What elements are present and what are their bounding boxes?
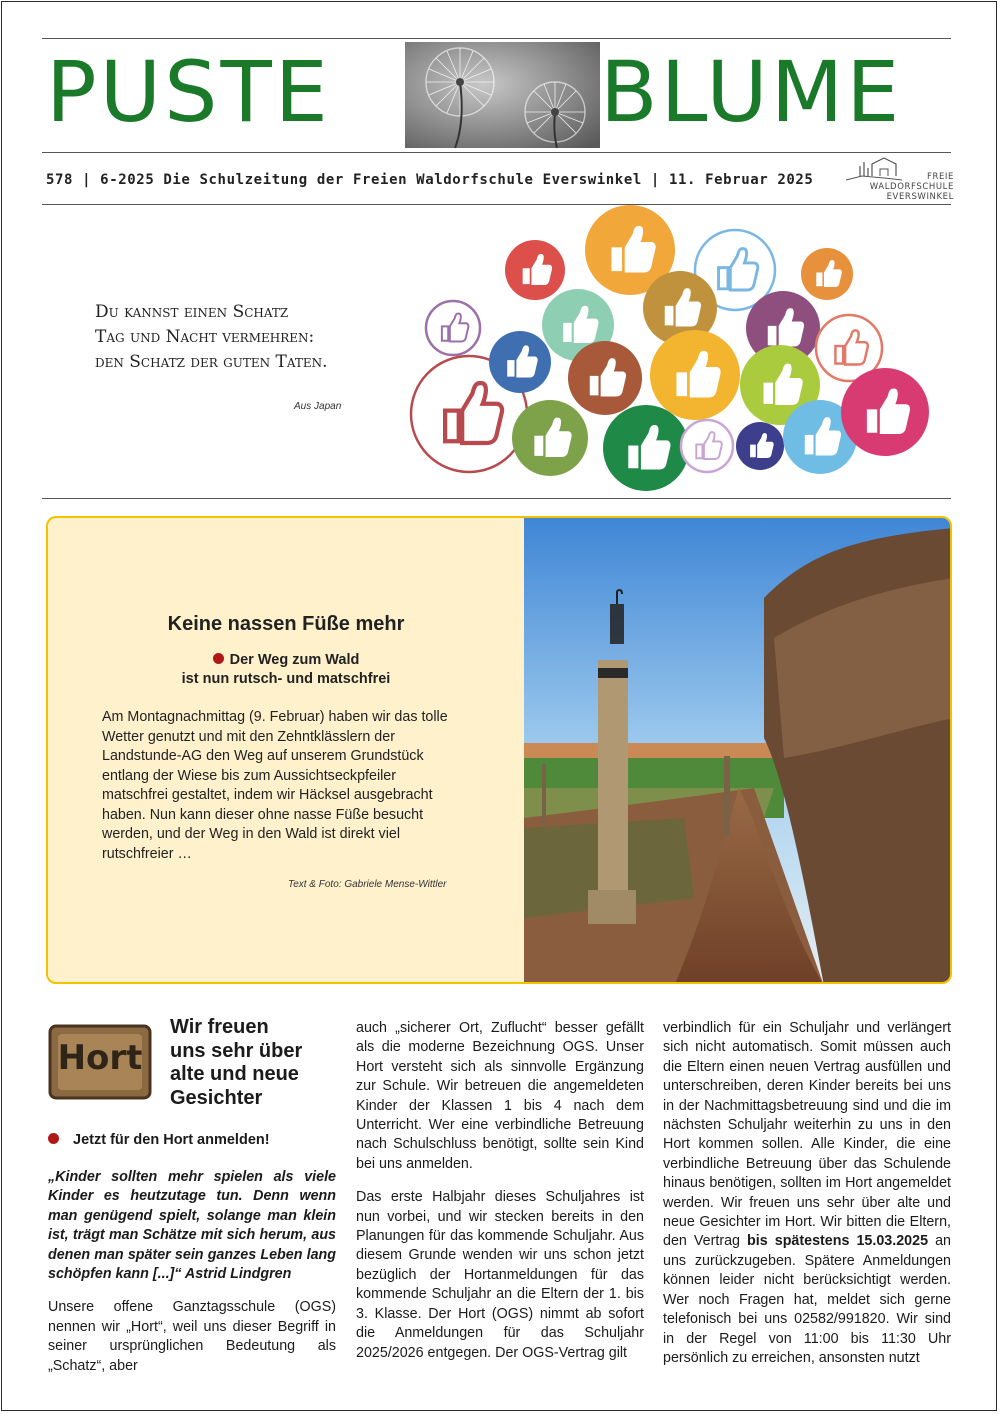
bullet-dot xyxy=(213,653,224,664)
quote-line-2: Tag und Nacht vermehren: xyxy=(95,327,315,347)
thumbs-up-bubbles xyxy=(405,200,945,495)
hort-kicker xyxy=(48,1132,270,1148)
school-logo xyxy=(842,156,954,202)
column-2-paragraph-1: auch „sicherer Ort, Zuflucht“ besser gefällt als die moderne Bezeichnung OGS. Unser Hort versteht sich als sinnvolle Ergänzung zur Schule. Wir betreuen die angemeldeten Kinder der Klassen 1 bis 4 nach dem Unterricht. Wer eine verbindliche Betreuung nach Schulschluss benötigt, sollte sein Kind bei uns anmelden. xyxy=(356,1020,644,1172)
quote-source: Aus Japan xyxy=(294,401,342,412)
thumbs-up-icon xyxy=(426,301,480,355)
feature-subtitle-line-2: ist nun rutsch- und matschfrei xyxy=(181,671,391,687)
logo-line-1: FREIE xyxy=(926,172,954,182)
deadline-date: bis spätestens 15.03.2025 xyxy=(747,1233,929,1250)
column-2-paragraph-2: Das erste Halbjahr dieses Schuljahres ist nun vorbei, und wir stecken bereits in den Planungen für das kommende Schuljahr. Aus diesem Grunde wenden wir uns schon jetzt bezüglich der Hortanmeldungen für das kommende Schuljahr an die Eltern der 1. bis 3. Klasse. Der Hort (OGS) nimmt ab sofort die Anmeldungen für das Schuljahr 2025/2026 entgegen. Der OGS-Vertrag gilt xyxy=(356,1189,644,1361)
quote-rule xyxy=(42,498,951,499)
thumbs-up-icon xyxy=(568,341,642,415)
feature-title: Keine nassen Füße mehr xyxy=(167,613,405,635)
path-photo xyxy=(524,518,952,984)
column-3-text-a: verbindlich für ein Schuljahr und verlängert sich nicht automatisch. Somit müssen auch die Eltern einen neuen Vertrag ausfüllen und unterschreiben, deren Kinder bereits bei uns in der Nachmittagsbetreuung sind und die im nächsten Schuljahr weiterhin zu uns in den Hort kommen sollen. Alle Kinder, die eine verbindliche Betreuung über das Schulende hinaus benötigen, sollten im Hort angemeldet werden. Wir freuen uns sehr über alte und neue Gesichter im Hort. Wir bitten die Eltern, den Vertrag xyxy=(663,1020,951,1250)
hort-sign xyxy=(48,1024,152,1100)
thumbs-up-icon xyxy=(841,368,929,456)
bullet-dot xyxy=(48,1133,59,1144)
feature-body: Am Montagnachmittag (9. Februar) haben wir das tolle Wetter genutzt und mit den Zehntklässlern der Landstunde-AG den Weg auf unserem Grundstück entlang der Wiese bis zum Aussichtseckpfeiler matschfrei gestaltet, indem wir Häcksel ausgebracht haben. Nun kann dieser ohne nasse Füße besucht werden, und der Weg in den Wald ist direkt viel rutschfreier … xyxy=(102,709,448,862)
masthead-word-left: PUSTE xyxy=(46,43,331,141)
column-3 xyxy=(663,1019,951,1382)
feature-subtitle xyxy=(48,651,524,689)
school-logo-icon xyxy=(844,156,904,182)
hort-headline-line-3: alte und neue xyxy=(170,1063,299,1085)
hort-headline xyxy=(170,1016,302,1110)
hort-kicker-text: Jetzt für den Hort anmelden! xyxy=(73,1132,270,1148)
thumbs-up-icon xyxy=(512,400,588,476)
thumbs-up-icon xyxy=(650,330,740,420)
hort-headline-line-4: Gesichter xyxy=(170,1086,263,1109)
quote-line-1: Du kannst einen Schatz xyxy=(95,302,289,322)
logo-line-3: EVERSWINKEL xyxy=(886,192,954,202)
thumbs-up-icon xyxy=(505,240,565,300)
issue-line: 578 | 6-2025 Die Schulzeitung der Freien Waldorfschule Everswinkel | 11. Februar 2025 xyxy=(46,172,814,188)
thumbs-up-icon xyxy=(489,331,551,393)
quote-line-3: den Schatz der guten Taten. xyxy=(95,352,328,372)
lindgren-quote: „Kinder sollten mehr spielen als viele Kinder es heutzutage tun. Denn wenn man genügend spielt, solange man klein ist, trägt man Schätze mit sich herum, aus denen man später sein ganzes Leben lang schöpfen kann [...]“ Astrid Lindgren xyxy=(48,1169,336,1283)
dandelion-photo xyxy=(405,42,600,148)
hort-headline-line-2: uns sehr über xyxy=(170,1039,303,1062)
column-1-text: Unsere offene Ganztagsschule (OGS) nennen wir „Hort“, weil uns dieser Begriff in seiner ursprünglichen Bedeutung als „Schatz“, aber xyxy=(48,1299,336,1374)
top-rule xyxy=(42,38,951,39)
japanese-quote xyxy=(95,300,328,375)
column-2 xyxy=(356,1019,644,1377)
thumbs-up-icon xyxy=(681,420,733,472)
masthead-rule xyxy=(42,152,951,153)
feature-box xyxy=(46,516,952,984)
logo-line-2: WALDORFSCHULE xyxy=(869,182,954,192)
column-1 xyxy=(48,1168,336,1390)
thumbs-up-icon xyxy=(736,422,784,470)
hort-sign-text: Hort xyxy=(57,1038,143,1078)
column-3-text-b: an uns zurückzugeben. Spätere Anmeldungen können leider nicht berücksichtigt werden. Wer noch Fragen hat, meldet sich gerne telefonisch bei uns 02582/991820. Wir sind in der Regel von 11:00 bis 11:30 Uhr persönlich zu erreichen, ansonsten nutzt xyxy=(663,1233,951,1366)
masthead-word-right: BLUME xyxy=(600,43,903,141)
thumbs-up-icon xyxy=(603,405,689,491)
thumbs-up-icon xyxy=(801,248,853,300)
hort-headline-line-1: Wir freuen xyxy=(170,1016,269,1038)
feature-subtitle-line-1: Der Weg zum Wald xyxy=(229,652,360,668)
feature-credit: Text & Foto: Gabriele Mense-Wittler xyxy=(288,879,447,890)
